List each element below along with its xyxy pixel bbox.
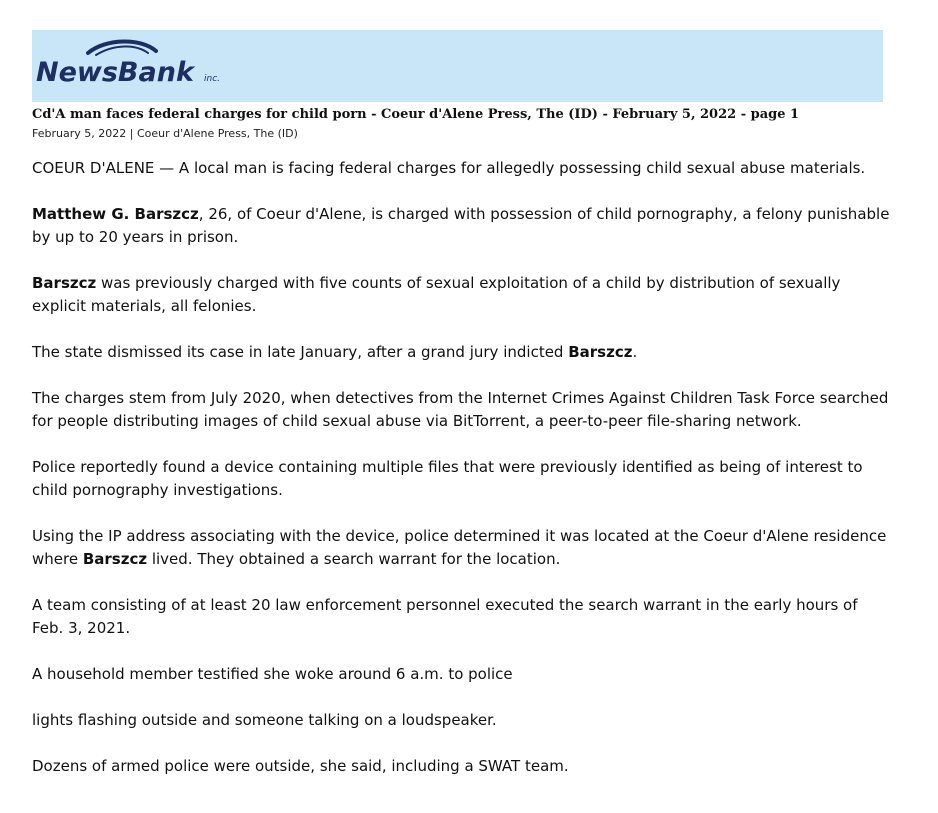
article-date: February 5, 2022 — [32, 127, 127, 140]
paragraph-4: The state dismissed its case in late January, after a grand jury indicted Barszcz. — [32, 343, 638, 361]
paragraph-9: A household member testified she woke around 6 a.m. to police — [32, 665, 513, 683]
article-body — [32, 157, 892, 801]
paragraph-1: COEUR D'ALENE — A local man is facing federal charges for allegedly possessing child sexual abuse materials. — [32, 159, 866, 177]
paragraph-11: Dozens of armed police were outside, she said, including a SWAT team. — [32, 757, 569, 775]
person-name: Matthew G. Barszcz — [32, 205, 199, 223]
article-source: Coeur d'Alene Press, The (ID) — [136, 127, 298, 140]
paragraph-10: lights flashing outside and someone talking on a loudspeaker. — [32, 711, 497, 729]
person-name: Barszcz — [82, 550, 148, 568]
paragraph-7: Using the IP address associating with the device, police determined it was located at the Coeur d'Alene residence where Barszcz lived. They obtained a search warrant for the location. — [32, 527, 887, 568]
meta-separator: | — [129, 127, 134, 140]
article-meta — [32, 127, 298, 140]
paragraph-3: Barszcz was previously charged with five counts of sexual exploitation of a child by distribution of sexually explicit materials, all felonies. — [32, 274, 841, 315]
person-name: Barszcz — [32, 274, 97, 292]
logo-wordmark: NewsBank — [36, 57, 194, 88]
logo-suffix: inc. — [204, 74, 221, 84]
header-banner — [32, 30, 883, 102]
paragraph-2: Matthew G. Barszcz, 26, of Coeur d'Alene, is charged with possession of child pornography, a felony punishable by up to 20 years in prison. — [32, 205, 890, 246]
paragraph-6: Police reportedly found a device containing multiple files that were previously identified as being of interest to child pornography investigations. — [32, 458, 863, 499]
article-headline: Cd'A man faces federal charges for child porn - Coeur d'Alene Press, The (ID) - February 5, 2022 - page 1 — [32, 107, 800, 122]
newsbank-logo — [36, 36, 236, 94]
paragraph-5: The charges stem from July 2020, when detectives from the Internet Crimes Against Children Task Force searched for people distributing images of child sexual abuse via BitTorrent, a peer-to-peer file-sharing network. — [32, 389, 889, 430]
person-name: Barszcz — [568, 343, 633, 361]
paragraph-8: A team consisting of at least 20 law enforcement personnel executed the search warrant in the early hours of Feb. 3, 2021. — [32, 596, 858, 637]
